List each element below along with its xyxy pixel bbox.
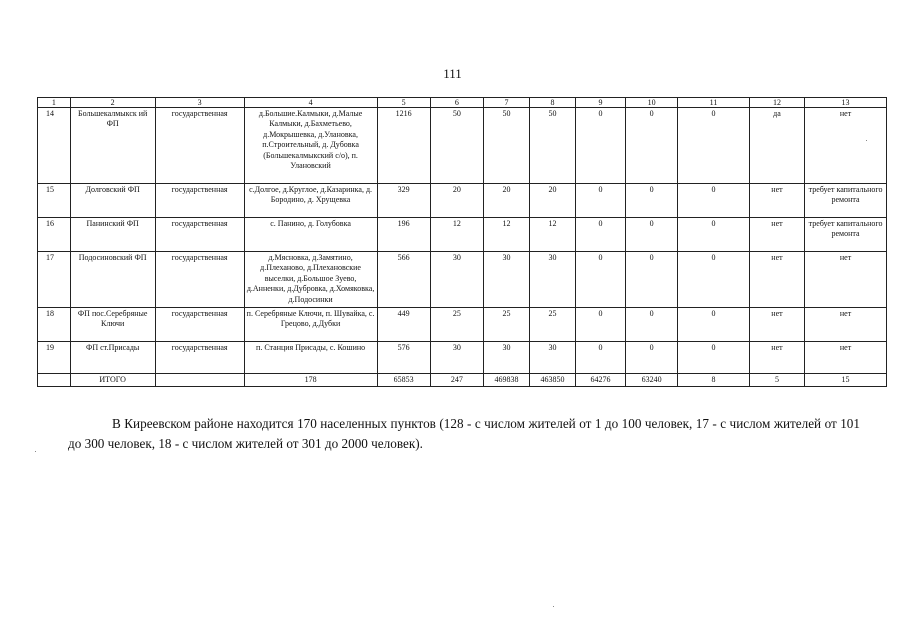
row-number: 17 — [38, 252, 71, 308]
total-col7: 469838 — [483, 374, 529, 387]
facility-name: ФП ст.Присады — [70, 342, 155, 374]
cell-col10: 0 — [626, 108, 678, 184]
facility-name: Подосиновский ФП — [70, 252, 155, 308]
total-col8: 463850 — [529, 374, 575, 387]
cell-col7: 30 — [483, 252, 529, 308]
cell-col8: 12 — [529, 218, 575, 252]
ownership-type: государственная — [155, 342, 244, 374]
header-cell: 2 — [70, 98, 155, 108]
cell-col5: 329 — [377, 184, 430, 218]
cell-col5: 449 — [377, 308, 430, 342]
total-col5: 65853 — [377, 374, 430, 387]
cell-col6: 20 — [430, 184, 483, 218]
cell-col12: да — [749, 108, 804, 184]
cell-col13: требует капитального ремонта — [805, 184, 887, 218]
header-cell: 9 — [575, 98, 625, 108]
total-col13: 15 — [805, 374, 887, 387]
cell-col9: 0 — [575, 308, 625, 342]
facility-name: Долговский ФП — [70, 184, 155, 218]
summary-paragraph: В Киреевском районе находится 170 населенных пунктов (128 - с числом жителей от 1 до 100 человек, 17 - с числом жителей от 101 до 300 человек, 18 - с числом жителей от 301 до 2000 человек). — [68, 416, 860, 451]
cell-col13: нет — [805, 108, 887, 184]
cell-col9: 0 — [575, 108, 625, 184]
row-number: 16 — [38, 218, 71, 252]
cell-col8: 30 — [529, 342, 575, 374]
scan-speck — [553, 606, 554, 607]
cell-col11: 0 — [678, 342, 750, 374]
header-cell: 7 — [483, 98, 529, 108]
cell-col13: требует капитального ремонта — [805, 218, 887, 252]
facilities-table — [37, 97, 887, 387]
cell-col6: 30 — [430, 252, 483, 308]
cell-col7: 50 — [483, 108, 529, 184]
total-col10: 63240 — [626, 374, 678, 387]
facility-name: ФП пос.Серебряные Ключи — [70, 308, 155, 342]
cell-col5: 1216 — [377, 108, 430, 184]
scan-speck — [866, 140, 867, 141]
header-cell: 11 — [678, 98, 750, 108]
ownership-type: государственная — [155, 252, 244, 308]
cell-col9: 0 — [575, 184, 625, 218]
table-row — [38, 218, 887, 252]
cell-col11: 0 — [678, 252, 750, 308]
cell-col6: 25 — [430, 308, 483, 342]
ownership-type: государственная — [155, 218, 244, 252]
settlements: д.Большие.Калмыки, д.Малые Калмыки, д.Бахметьево, д.Мокрышевка, д.Улановка, п.Строительный, д. Дубовка (Большекалмыкский с/о), п. Улановский — [244, 108, 377, 184]
total-col9: 64276 — [575, 374, 625, 387]
header-cell: 13 — [805, 98, 887, 108]
cell-col10: 0 — [626, 252, 678, 308]
ownership-type: государственная — [155, 308, 244, 342]
settlements: д.Мясновка, д.Замятино, д.Плехановo, д.Плехановские выселки, д.Большое Зуево, д.Анненки, д.Дубровка, д.Хомяковка, д.Подосинки — [244, 252, 377, 308]
cell-col8: 50 — [529, 108, 575, 184]
header-cell: 10 — [626, 98, 678, 108]
total-col4: 178 — [244, 374, 377, 387]
cell-col12: нет — [749, 308, 804, 342]
header-cell: 12 — [749, 98, 804, 108]
total-label: ИТОГО — [70, 374, 155, 387]
ownership-type: государственная — [155, 108, 244, 184]
facility-name: Панинский ФП — [70, 218, 155, 252]
cell-col13: нет — [805, 308, 887, 342]
cell-col13: нет — [805, 342, 887, 374]
cell-col10: 0 — [626, 342, 678, 374]
scan-speck — [35, 451, 36, 452]
table-row — [38, 108, 887, 184]
cell-col9: 0 — [575, 252, 625, 308]
header-cell: 1 — [38, 98, 71, 108]
cell-col10: 0 — [626, 184, 678, 218]
cell-col6: 12 — [430, 218, 483, 252]
cell-col6: 50 — [430, 108, 483, 184]
table-row — [38, 184, 887, 218]
total-col6: 247 — [430, 374, 483, 387]
settlements: п. Серебряные Ключи, п. Шувайка, с. Грецово, д.Дубки — [244, 308, 377, 342]
header-row — [38, 98, 887, 108]
total-empty-cell — [38, 374, 71, 387]
page-number: 111 — [443, 66, 462, 81]
header-cell: 8 — [529, 98, 575, 108]
cell-col12: нет — [749, 184, 804, 218]
row-number: 18 — [38, 308, 71, 342]
cell-col8: 20 — [529, 184, 575, 218]
cell-col8: 30 — [529, 252, 575, 308]
cell-col11: 0 — [678, 184, 750, 218]
cell-col12: нет — [749, 342, 804, 374]
table-row — [38, 308, 887, 342]
cell-col7: 30 — [483, 342, 529, 374]
cell-col11: 0 — [678, 218, 750, 252]
ownership-type: государственная — [155, 184, 244, 218]
total-col12: 5 — [749, 374, 804, 387]
header-cell: 3 — [155, 98, 244, 108]
cell-col9: 0 — [575, 218, 625, 252]
cell-col7: 20 — [483, 184, 529, 218]
cell-col11: 0 — [678, 108, 750, 184]
cell-col10: 0 — [626, 218, 678, 252]
settlements: с. Панино, д. Голубовка — [244, 218, 377, 252]
row-number: 14 — [38, 108, 71, 184]
cell-col5: 576 — [377, 342, 430, 374]
total-empty-cell — [155, 374, 244, 387]
row-number: 15 — [38, 184, 71, 218]
table-row — [38, 342, 887, 374]
cell-col12: нет — [749, 218, 804, 252]
settlements: п. Станция Присады, с. Кошино — [244, 342, 377, 374]
header-cell: 6 — [430, 98, 483, 108]
cell-col12: нет — [749, 252, 804, 308]
header-cell: 5 — [377, 98, 430, 108]
total-col11: 8 — [678, 374, 750, 387]
cell-col13: нет — [805, 252, 887, 308]
cell-col7: 12 — [483, 218, 529, 252]
facility-name: Большекалмыкск ий ФП — [70, 108, 155, 184]
cell-col5: 566 — [377, 252, 430, 308]
cell-col11: 0 — [678, 308, 750, 342]
total-row — [38, 374, 887, 387]
cell-col9: 0 — [575, 342, 625, 374]
header-cell: 4 — [244, 98, 377, 108]
row-number: 19 — [38, 342, 71, 374]
cell-col7: 25 — [483, 308, 529, 342]
cell-col6: 30 — [430, 342, 483, 374]
cell-col10: 0 — [626, 308, 678, 342]
settlements: с.Долгое, д.Круглое, д.Казаринка, д. Бородино, д. Хрущевка — [244, 184, 377, 218]
table-row — [38, 252, 887, 308]
cell-col8: 25 — [529, 308, 575, 342]
cell-col5: 196 — [377, 218, 430, 252]
